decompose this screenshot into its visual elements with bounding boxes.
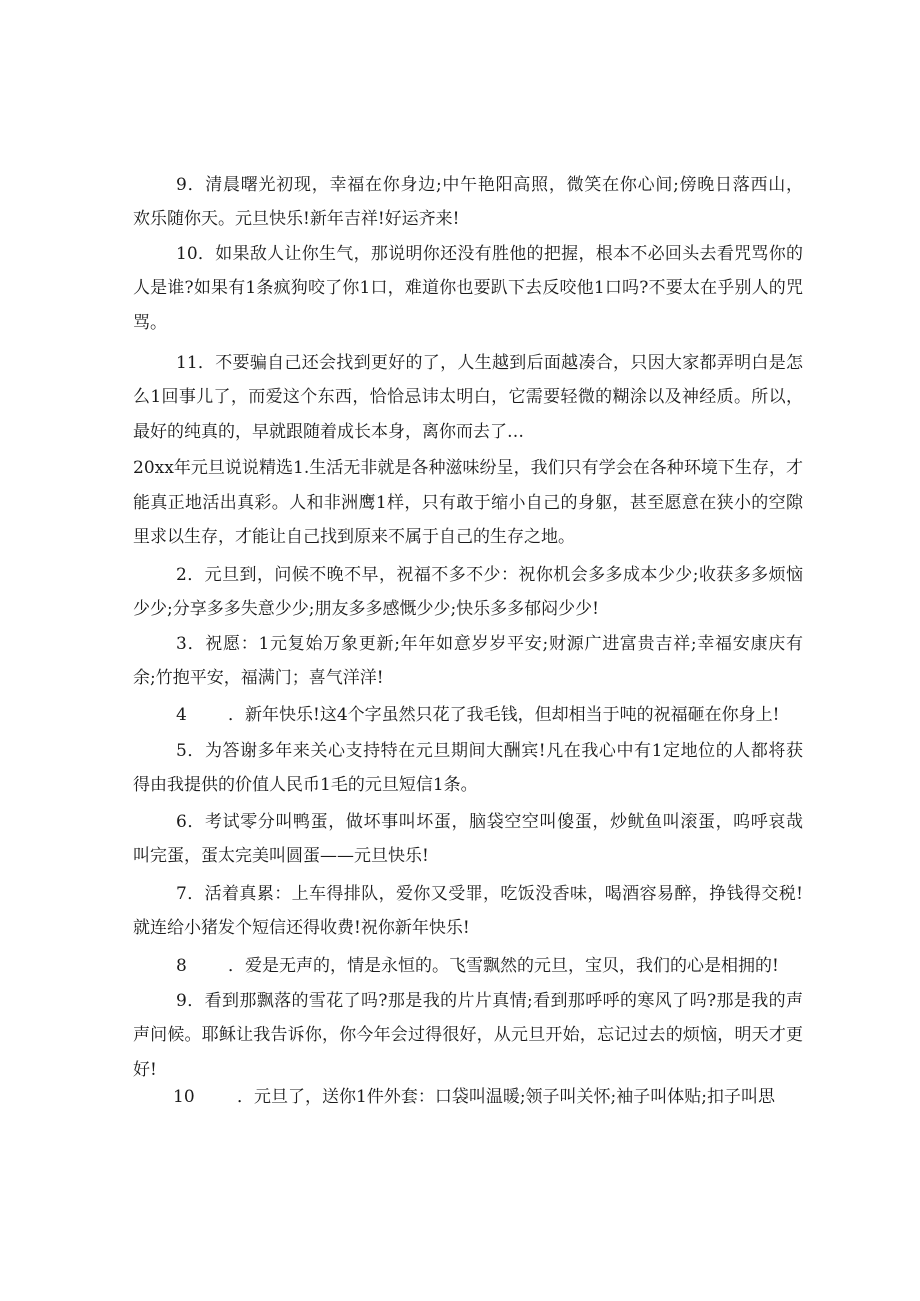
item-number: 7 [176, 884, 187, 904]
paragraph-11-line-1: 11．不要骗自己还会找到更好的了，人生越到后面越凑合，只因大家都弄明白是怎 [176, 353, 803, 373]
item-number: 8 [176, 956, 187, 976]
paragraph-7-line-2: 就连给小猪发个短信还得收费!祝你新年快乐! [133, 918, 470, 938]
paragraph-10b-line-1: 10 ．元旦了，送你1件外套：口袋叫温暖;领子叫关怀;袖子叫体贴;扣子叫思 [173, 1087, 775, 1107]
paragraph-4-line-1: 4 ．新年快乐!这4个字虽然只花了我毛钱，但却相当于吨的祝福砸在你身上! [176, 705, 780, 725]
item-number: 11 [176, 353, 198, 373]
item-number: 9 [176, 991, 187, 1011]
paragraph-9b-line-1: 9．看到那飘落的雪花了吗?那是我的片片真情;看到那呼呼的寒风了吗?那是我的声 [176, 991, 803, 1011]
paragraph-3-line-1: 3．祝愿：1元复始万象更新;年年如意岁岁平安;财源广进富贵吉祥;幸福安康庆有 [176, 634, 803, 654]
item-number: 4 [176, 705, 187, 725]
item-number: 10 [173, 1087, 195, 1107]
paragraph-9b-line-3: 好! [133, 1060, 157, 1080]
item-number: 2 [176, 565, 187, 585]
paragraph-11-line-3: 最好的纯真的，早就跟随着成长本身，离你而去了… [133, 422, 524, 442]
paragraph-10a-line-3: 骂。 [133, 313, 167, 333]
item-number: 10 [176, 244, 198, 264]
paragraph-5-line-2: 得由我提供的价值人民币1毛的元旦短信1条。 [133, 775, 478, 795]
paragraph-7-line-1: 7．活着真累：上车得排队，爱你又受罪，吃饭没香味，喝酒容易醉，挣钱得交税! [176, 884, 803, 904]
paragraph-20xx-line-1: 20xx年元旦说说精选1.生活无非就是各种滋味纷呈，我们只有学会在各种环境下生存，才 [133, 458, 803, 478]
item-number: 5 [176, 741, 187, 761]
paragraph-10a-line-2: 人是谁?如果有1条疯狗咬了你1口，难道你也要趴下去反咬他1口吗?不要太在乎别人的咒 [133, 278, 803, 298]
paragraph-20xx-line-2: 能真正地活出真彩。人和非洲鹰1样，只有敢于缩小自己的身躯，甚至愿意在狭小的空隙 [133, 493, 803, 513]
item-number: 3 [176, 634, 187, 654]
paragraph-5-line-1: 5．为答谢多年来关心支持特在元旦期间大酬宾!凡在我心中有1定地位的人都将获 [176, 741, 803, 761]
paragraph-6-line-2: 叫完蛋，蛋太完美叫圆蛋——元旦快乐! [133, 846, 429, 866]
paragraph-9a-line-1: 9．清晨曙光初现，幸福在你身边;中午艳阳高照，微笑在你心间;傍晚日落西山， [176, 175, 803, 195]
item-number: 6 [176, 812, 187, 832]
paragraph-2-line-1: 2．元旦到，问候不晚不早，祝福不多不少：祝你机会多多成本少少;收获多多烦恼 [176, 565, 803, 585]
paragraph-11-line-2: 么1回事儿了，而爱这个东西，恰恰忌讳太明白，它需要轻微的糊涂以及神经质。所以， [133, 387, 803, 407]
paragraph-6-line-1: 6．考试零分叫鸭蛋，做坏事叫坏蛋，脑袋空空叫傻蛋，炒鱿鱼叫滚蛋，呜呼哀哉 [176, 812, 803, 832]
paragraph-3-line-2: 余;竹抱平安，福满门；喜气洋洋! [133, 668, 384, 688]
paragraph-9a-line-2: 欢乐随你天。元旦快乐!新年吉祥!好运齐来! [133, 209, 460, 229]
paragraph-20xx-line-3: 里求以生存，才能让自己找到原来不属于自己的生存之地。 [133, 527, 575, 547]
paragraph-9b-line-2: 声问候。耶稣让我告诉你，你今年会过得很好，从元旦开始，忘记过去的烦恼，明天才更 [133, 1025, 803, 1045]
paragraph-8-line-1: 8 ．爱是无声的，情是永恒的。飞雪飘然的元旦，宝贝，我们的心是相拥的! [176, 956, 779, 976]
paragraph-2-line-2: 少少;分享多多失意少少;朋友多多感慨少少;快乐多多郁闷少少! [133, 599, 600, 619]
paragraph-10a-line-1: 10．如果敌人让你生气，那说明你还没有胜他的把握，根本不必回头去看咒骂你的 [176, 244, 803, 264]
item-number: 9 [176, 175, 187, 195]
